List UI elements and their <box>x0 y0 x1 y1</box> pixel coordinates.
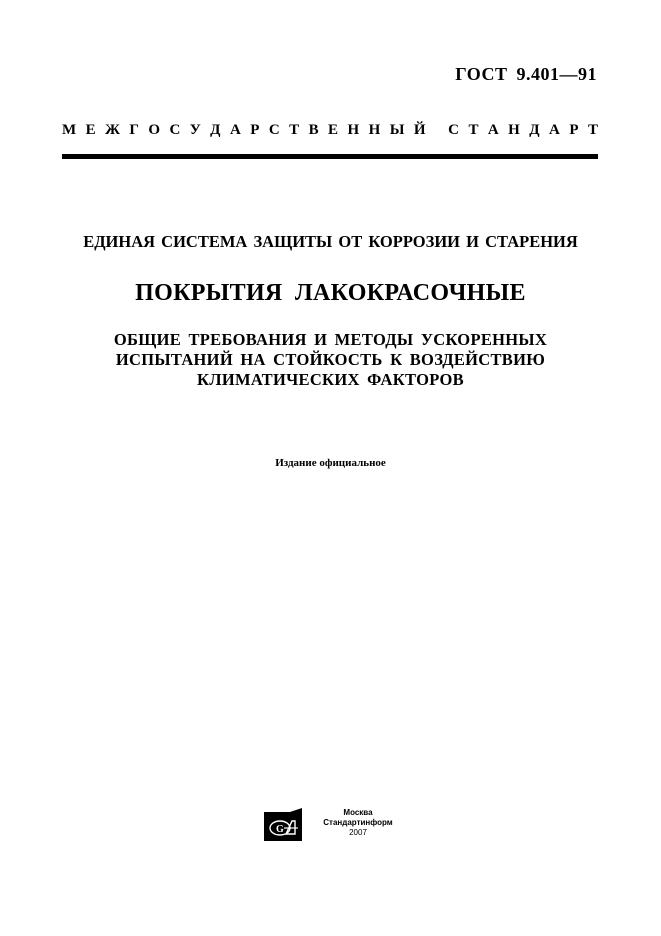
letter: В <box>308 122 319 138</box>
horizontal-rule <box>62 154 598 159</box>
letter: Т <box>468 122 479 138</box>
letter-gap <box>435 122 439 139</box>
letter: А <box>549 122 560 138</box>
subtitle-line: ОБЩИЕ ТРЕБОВАНИЯ И МЕТОДЫ УСКОРЕННЫХ <box>113 330 548 349</box>
letter: Е <box>85 122 96 138</box>
letter: С <box>268 122 280 138</box>
publisher-city: Москва <box>343 808 373 817</box>
standard-type-heading <box>62 122 598 139</box>
subtitle-line: ИСПЫТАНИЙ НА СТОЙКОСТЬ К ВОЗДЕЙСТВИЮ <box>115 350 546 369</box>
letter: Н <box>508 122 520 138</box>
letter: Т <box>587 122 598 138</box>
letter: А <box>487 122 499 138</box>
letter: Г <box>129 122 139 138</box>
publication-year: 2007 <box>349 828 367 837</box>
letter: Е <box>328 122 339 138</box>
system-title: ЕДИНАЯ СИСТЕМА ЗАЩИТЫ ОТ КОРРОЗИИ И СТАРЕНИЯ <box>83 232 578 251</box>
letter: Р <box>569 122 579 138</box>
letter: Ы <box>389 122 405 138</box>
svg-text:G: G <box>276 824 284 835</box>
letter: Д <box>529 122 540 138</box>
edition-note: Издание официальное <box>275 457 386 469</box>
letter: С <box>169 122 181 138</box>
publisher-text <box>312 808 404 838</box>
letter: Н <box>368 122 381 138</box>
gost-designation: ГОСТ 9.401—91 <box>455 64 597 84</box>
main-title: ПОКРЫТИЯ ЛАКОКРАСОЧНЫЕ <box>135 280 526 306</box>
letter: Р <box>250 122 260 138</box>
letter: Т <box>289 122 300 138</box>
letter: Й <box>413 122 426 138</box>
letter: У <box>189 122 201 138</box>
standartinform-logo-icon <box>264 808 304 841</box>
letter: М <box>62 122 77 138</box>
letter: Ж <box>105 122 120 138</box>
letter: С <box>448 122 459 138</box>
letter: Д <box>210 122 221 138</box>
letter: Н <box>347 122 360 138</box>
publisher-name: Стандартинформ <box>323 818 393 827</box>
letter: А <box>229 122 241 138</box>
subtitle-line: КЛИМАТИЧЕСКИХ ФАКТОРОВ <box>197 370 464 389</box>
subtitle <box>0 330 661 390</box>
letter: О <box>148 122 160 138</box>
publisher-block <box>262 808 402 844</box>
